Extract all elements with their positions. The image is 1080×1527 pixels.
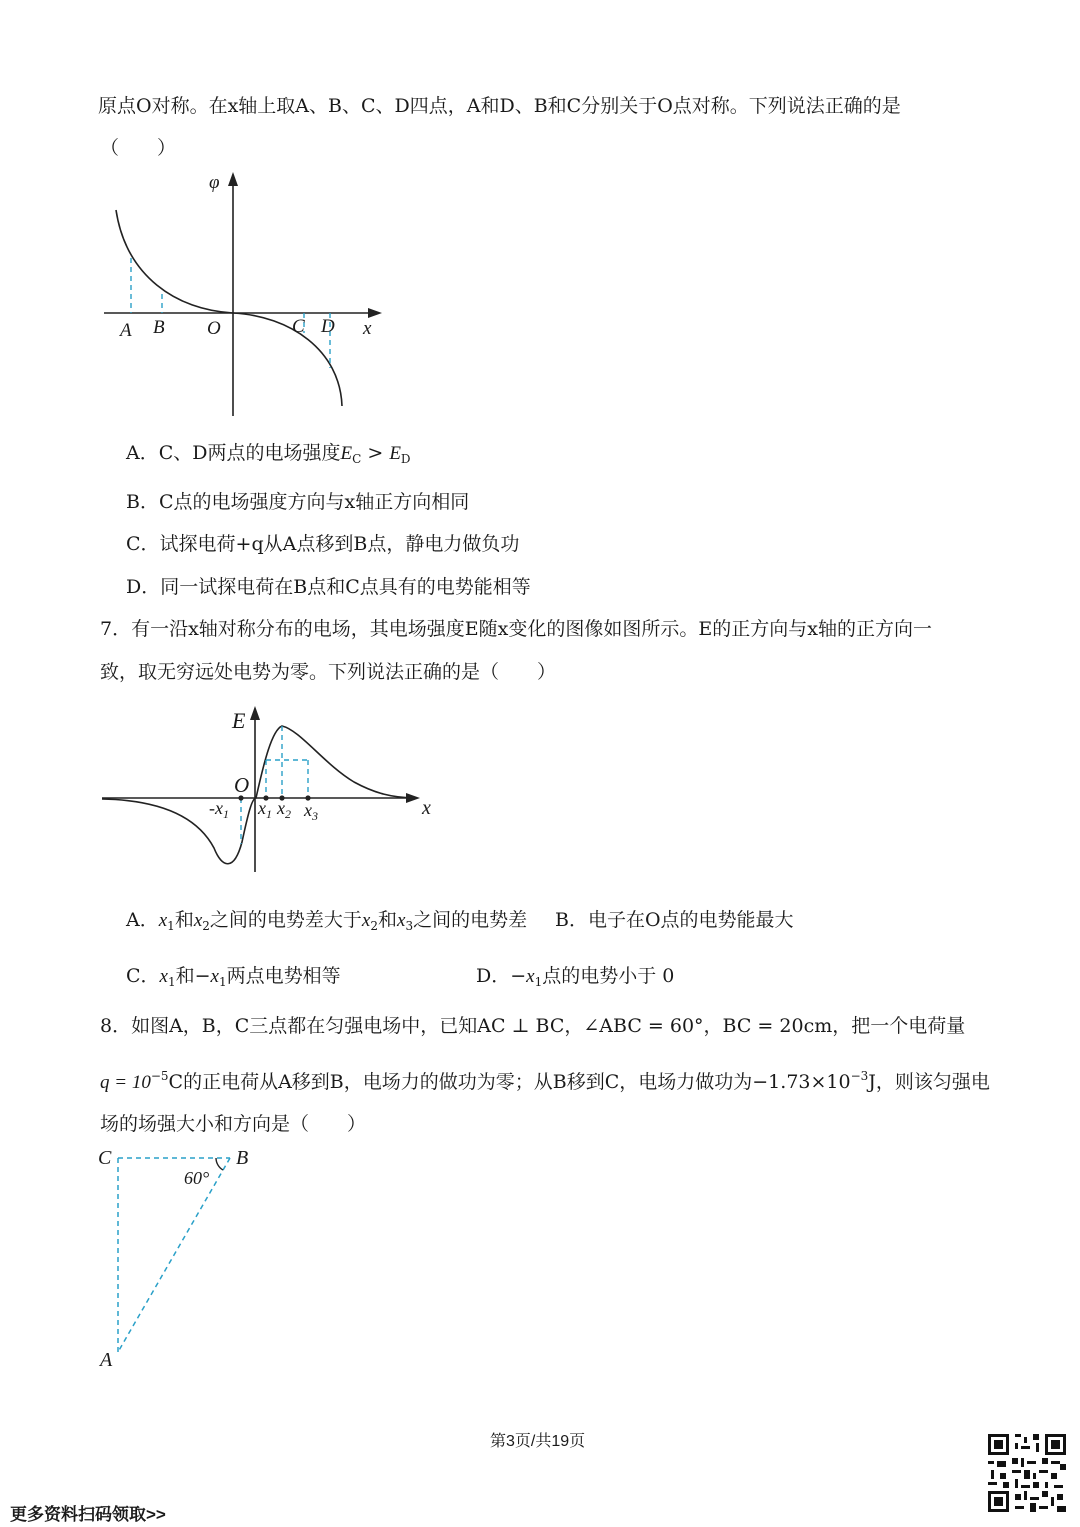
q7-option-d: D．$-x_1$点的电势小于 0	[476, 965, 675, 989]
vertex-c-label: C	[98, 1147, 112, 1169]
q7-field-graph	[96, 702, 446, 878]
q7-stem-line2: 致，取无穷远处电势为零。下列说法正确的是（ ）	[100, 661, 557, 683]
page-number: 第3页/共19页	[490, 1433, 586, 1450]
phi-axis-label: φ	[209, 172, 220, 193]
origin-label: O	[234, 773, 250, 797]
q6-option-a: A．C、D两点的电场强度$E_C > E_D$	[126, 442, 411, 466]
q6-stem-line1: 原点O对称。在x轴上取A、B、C、D四点，A和D、B和C分别关于O点对称。下列说法正确的是	[98, 95, 901, 117]
footer-note: 更多资料扫码领取>>	[10, 1505, 166, 1524]
q7-option-c: C．$x_1$和$-x_1$两点电势相等	[126, 965, 341, 989]
angle-label: 60°	[184, 1168, 210, 1188]
point-c-label: C	[292, 316, 305, 337]
q8-stem-line2: $q = 10^{-5}C$的正电荷从A移到B，电场力的做功为零；从B移到C，电场力做功为$-1.73\times 10^{-3}J$，则该匀强电	[100, 1069, 990, 1093]
q6-option-b: B．C点的电场强度方向与x轴正方向相同	[126, 491, 470, 513]
q7-stem-line1: 7．有一沿x轴对称分布的电场，其电场强度E随x变化的图像如图所示。E的正方向与x轴的正方向一	[100, 618, 932, 640]
q8-triangle-figure	[94, 1140, 274, 1376]
q6-option-c: C．试探电荷+q从A点移到B点，静电力做负功	[126, 533, 520, 555]
point-d-label: D	[321, 316, 335, 337]
origin-label: O	[207, 318, 221, 339]
vertex-b-label: B	[236, 1147, 249, 1169]
q8-stem-line1: 8．如图A，B，C三点都在匀强电场中，已知AC ⊥ BC，∠ABC = 60°，BC = 20cm，把一个电荷量	[100, 1015, 966, 1037]
q7-option-b: B．电子在O点的电势能最大	[555, 909, 794, 931]
x-axis-label: x	[363, 318, 372, 339]
neg-x1-label: $-x_1$	[209, 798, 229, 821]
x1-label: $x_1$	[258, 798, 272, 821]
q8-stem-line3: 场的场强大小和方向是（ ）	[100, 1113, 367, 1135]
vertex-a-label: A	[100, 1349, 113, 1371]
x2-label: $x_2$	[277, 798, 291, 821]
q6-stem-line2: （ ）	[100, 137, 177, 159]
x-axis-label: x	[422, 797, 431, 819]
q7-option-a: A．$x_1$和$x_2$之间的电势差大于$x_2$和$x_3$之间的电势差	[126, 909, 528, 933]
qr-code-icon	[988, 1434, 1066, 1512]
point-a-label: A	[120, 320, 132, 341]
e-axis-label: E	[232, 708, 246, 733]
q6-potential-graph	[96, 166, 396, 422]
x3-label: $x_3$	[304, 800, 318, 823]
point-b-label: B	[153, 317, 165, 338]
q6-option-d: D．同一试探电荷在B点和C点具有的电势能相等	[126, 576, 531, 598]
